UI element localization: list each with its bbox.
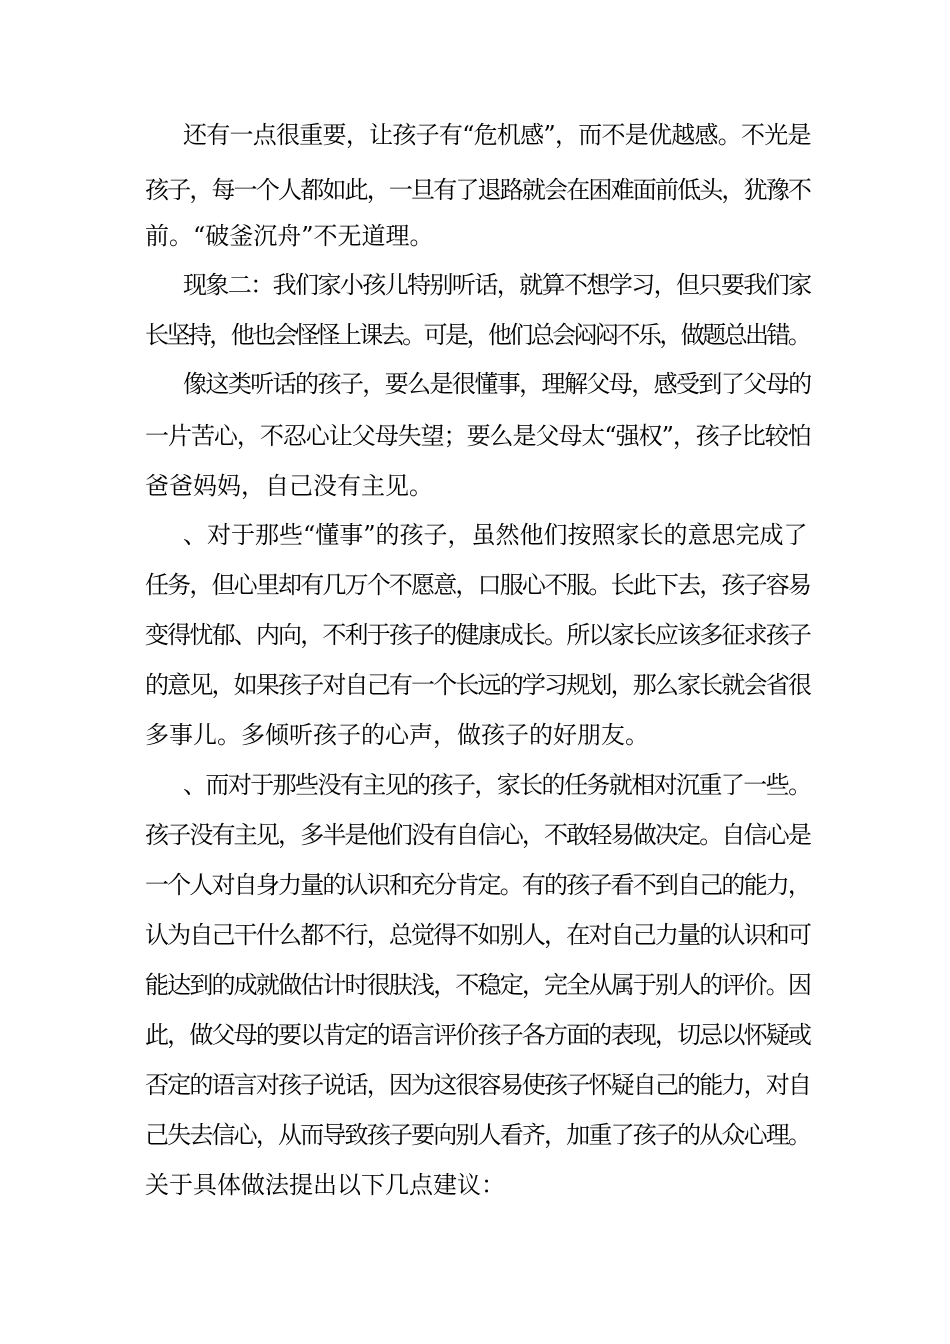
text-line: 前。“破釜沉舟”不无道理。	[145, 222, 434, 250]
text-line: 现象二：我们家小孩儿特别听话，就算不想学习，但只要我们家	[183, 271, 811, 299]
text-line: 己失去信心，从而导致孩子要向别人看齐，加重了孩子的从众心理。	[145, 1121, 811, 1149]
text-line: 此，做父母的要以肯定的语言评价孩子各方面的表现，切忌以怀疑或	[145, 1021, 811, 1049]
text-line: 能达到的成就做估计时很肤浅，不稳定，完全从属于别人的评价。因	[145, 971, 811, 999]
text-line: 爸爸妈妈，自己没有主见。	[145, 472, 433, 500]
text-line: 任务，但心里却有几万个不愿意，口服心不服。长此下去，孩子容易	[145, 571, 811, 599]
text-line: 变得忧郁、内向，不利于孩子的健康成长。所以家长应该多征求孩子	[145, 621, 811, 649]
text-line: 孩子，每一个人都如此，一旦有了退路就会在困难面前低头，犹豫不	[145, 176, 811, 204]
text-line: 多事儿。多倾听孩子的心声，做孩子的好朋友。	[145, 721, 649, 749]
text-line: 孩子没有主见，多半是他们没有自信心，不敢轻易做决定。自信心是	[145, 821, 811, 849]
text-line: 否定的语言对孩子说话，因为这很容易使孩子怀疑自己的能力，对自	[145, 1071, 811, 1099]
text-line: 长坚持，他也会怪怪上课去。可是，他们总会闷闷不乐，做题总出错。	[145, 321, 810, 349]
text-line: 、对于那些“懂事”的孩子，虽然他们按照家长的意思完成了	[183, 521, 808, 549]
text-line: 还有一点很重要，让孩子有“危机感”，而不是优越感。不光是	[183, 121, 811, 149]
text-line: 像这类听话的孩子，要么是很懂事，理解父母，感受到了父母的	[183, 370, 811, 398]
text-line: 、而对于那些没有主见的孩子，家长的任务就相对沉重了一些。	[183, 771, 811, 799]
text-line: 一片苦心，不忍心让父母失望；要么是父母太“强权”，孩子比较怕	[145, 422, 811, 450]
text-line: 认为自己干什么都不行，总觉得不如别人，在对自己力量的认识和可	[145, 921, 811, 949]
text-line: 一个人对自身力量的认识和充分肯定。有的孩子看不到自己的能力，	[145, 871, 811, 899]
text-line: 关于具体做法提出以下几点建议：	[145, 1171, 505, 1199]
text-line: 的意见，如果孩子对自己有一个长远的学习规划，那么家长就会省很	[145, 671, 811, 699]
